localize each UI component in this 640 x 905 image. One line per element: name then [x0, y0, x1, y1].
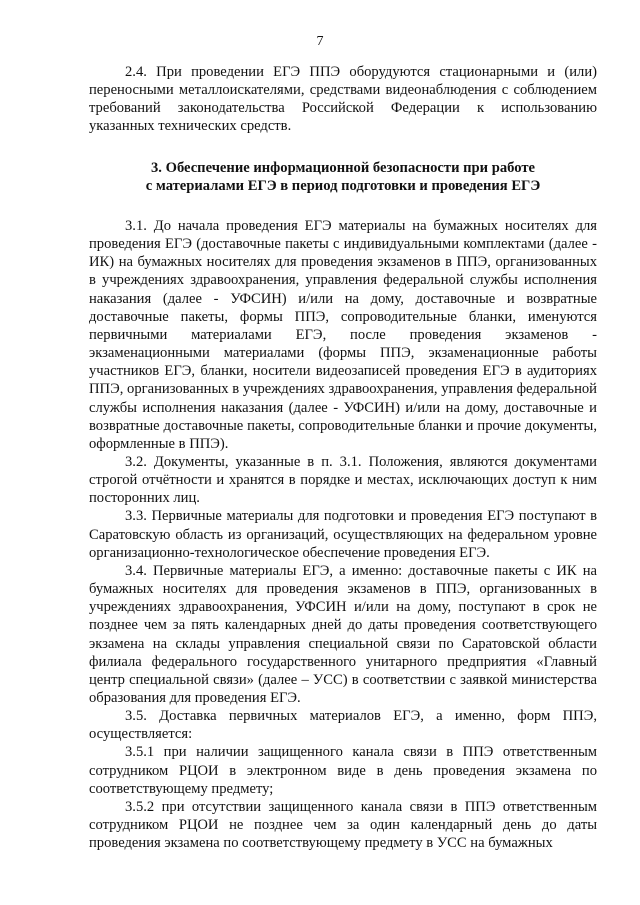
section-heading-line-1: 3. Обеспечение информационной безопасности при работе — [151, 159, 535, 176]
page-number: 7 — [316, 34, 324, 49]
paragraph-3-5-2: 3.5.2 при отсутствии защищенного канала связи в ППЭ ответственным сотрудником РЦОИ не позднее чем за один календарный день до даты проведения экзамена по соответствующему предмету в УСС на бумажных — [89, 798, 597, 852]
section-heading — [89, 159, 597, 195]
paragraph-3-5: 3.5. Доставка первичных материалов ЕГЭ, а именно, форм ППЭ, осуществляется: — [89, 708, 597, 743]
paragraph-3-4: 3.4. Первичные материалы ЕГЭ, а именно: доставочные пакеты с ИК на бумажных носителях для проведения экзаменов в ППЭ, организованных в учреждениях здравоохранения, УФСИН и/или на дому, поступают в срок не позднее чем за пять календарных дней до даты проведения соответствующего экзамена на склады управления специальной связи по Саратовской области филиала федерального государственного унитарного предприятия «Главный центр специальной связи» (далее – УСС) в соответствии с заявкой министерства образования для проведения ЕГЭ. — [89, 562, 597, 706]
paragraph-3-5-1: 3.5.1 при наличии защищенного канала связи в ППЭ ответственным сотрудником РЦОИ в электронном виде в день проведения экзамена по соответствующему предмету; — [89, 744, 597, 797]
paragraph-3-3: 3.3. Первичные материалы для подготовки и проведения ЕГЭ поступают в Саратовскую область из организаций, осуществляющих на федеральном уровне организационно-технологическое обеспечение проведения ЕГЭ. — [89, 508, 597, 561]
section-heading-line-2: с материалами ЕГЭ в период подготовки и проведения ЕГЭ — [145, 177, 541, 194]
paragraph-3-1: 3.1. До начала проведения ЕГЭ материалы на бумажных носителях для проведения ЕГЭ (доставочные пакеты с индивидуальными комплектами (далее - ИК) на бумажных носителях для проведения экзаменов в ППЭ, организованных в учреждениях здравоохранения, управления федеральной службы исполнения наказания (далее - УФСИН) и/или на дому, доставочные и возвратные доставочные пакеты, формы ППЭ, сопроводительные бланки, именуются первичными материалами ЕГЭ, после проведения экзаменов - экзаменационными материалами (формы ППЭ, экзаменационные работы участников ЕГЭ, бланки, носители видеозаписей проведения ЕГЭ в аудиториях ППЭ, организованных в учреждениях здравоохранения, управления федеральной службы исполнения наказания (далее - УФСИН) и/или на дому, доставочные и возвратные доставочные пакеты, сопроводительные бланки и прочие документы, оформленные в ППЭ). — [89, 217, 597, 452]
paragraph-3-2: 3.2. Документы, указанные в п. 3.1. Положения, являются документами строгой отчётности и хранятся в порядке и местах, исключающих доступ к ним посторонних лиц. — [89, 453, 597, 507]
paragraph-2-4: 2.4. При проведении ЕГЭ ППЭ оборудуются стационарными и (или) переносными металлоискателями, средствами видеонаблюдения с соблюдением требований законодательства Российской Федерации к использованию указанных технических средств. — [89, 64, 597, 135]
document-body — [89, 63, 597, 852]
